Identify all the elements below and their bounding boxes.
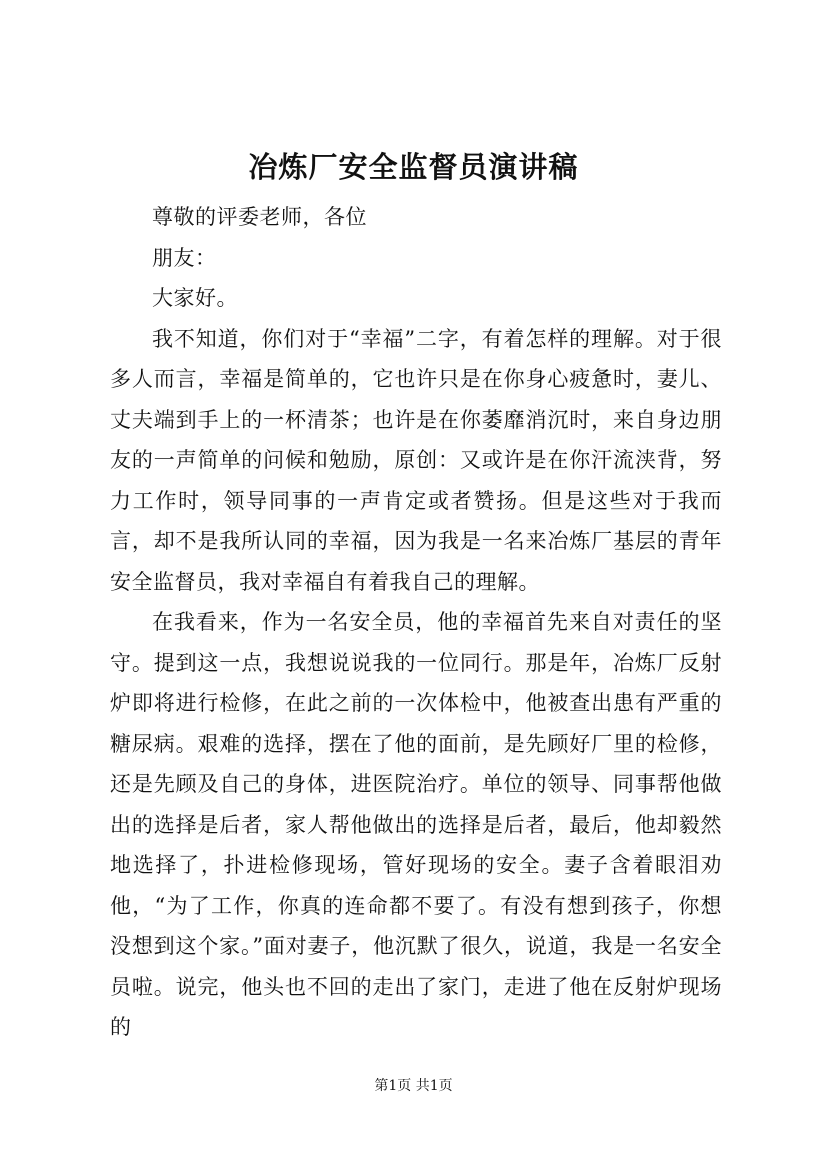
salutation-line-1: 尊敬的评委老师，各位 (152, 205, 367, 229)
page-number-label: 第1页 共1页 (374, 1078, 453, 1094)
page-footer (0, 1076, 827, 1096)
greeting: 大家好。 (152, 286, 238, 310)
paragraph-2: 在我看来，作为一名安全员，他的幸福首先来自对责任的坚守。提到这一点，我想说说我的一位同行。那是年，冶炼厂反射炉即将进行检修，在此之前的一次体检中，他被查出患有严重的糖尿病。艰难的选择，摆在了他的面前，是先顾好厂里的检修，还是先顾及自己的身体，进医院治疗。单位的领导、同事帮他做出的选择是后者，家人帮他做出的选择是后者，最后，他却毅然地选择了，扑进检修现场，管好现场的安全。妻子含着眼泪劝他，“为了工作，你真的连命都不要了。有没有想到孩子，你想没想到这个家。”面对妻子，他沉默了很久，说道，我是一名安全员啦。说完，他头也不回的走出了家门，走进了他在反射炉现场的 (110, 610, 722, 1039)
document-body (110, 197, 722, 1048)
document-title: 冶炼厂安全监督员演讲稿 (248, 150, 579, 184)
paragraph-1: 我不知道，你们对于“幸福”二字，有着怎样的理解。对于很多人而言，幸福是简单的，它也许只是在你身心疲惫时，妻儿、丈夫端到手上的一杯清茶；也许是在你萎靡消沉时，来自身边朋友的一声简单的问候和勉励，原创：又或许是在你汗流浃背，努力工作时，领导同事的一声肯定或者赞扬。但是这些对于我而言，却不是我所认同的幸福，因为我是一名来冶炼厂基层的青年安全监督员，我对幸福自有着我自己的理解。 (110, 326, 722, 594)
salutation-line-2: 朋友： (152, 245, 217, 270)
